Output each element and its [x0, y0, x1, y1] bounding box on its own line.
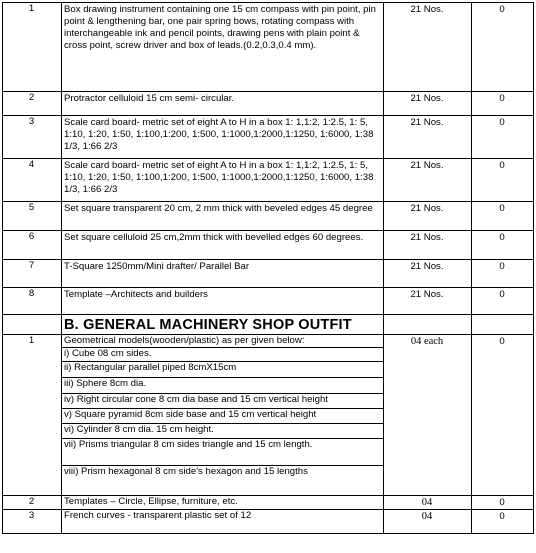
section-title: B. GENERAL MACHINERY SHOP OUTFIT	[62, 315, 384, 335]
table-row	[3, 260, 534, 288]
sub-item: viii) Prism hexagonal 8 cm side's hexagon and 15 lengths	[62, 466, 384, 496]
item-description: Scale card board- metric set of eight A to H in a box 1: 1,1:2, 1:2.5, 1: 5, 1:10, 1:20, 1:50, 1:100,1:200, 1:500, 1:1000,1:2000,1:1250, 1:6000, 1:38 1/3, 1:66 2/3	[62, 116, 384, 159]
item-quantity: 04	[384, 496, 472, 510]
item-description: Templates – Circle, Ellipse, furniture, etc.	[62, 496, 384, 510]
item-quantity: 21 Nos.	[384, 159, 472, 202]
sub-item: ii) Rectangular parallel piped 8cmX15cm	[62, 362, 384, 378]
item-value: 0	[472, 496, 534, 510]
sub-item: iii) Sphere 8cm dia.	[62, 378, 384, 394]
row-number: 3	[3, 510, 62, 534]
row-number: 6	[3, 231, 62, 260]
table-row	[3, 3, 534, 92]
item-description: Set square celluloid 25 cm,2mm thick with bevelled edges 60 degrees.	[62, 231, 384, 260]
section-header-row	[3, 315, 534, 335]
row-number: 1	[3, 335, 62, 496]
table-row	[3, 159, 534, 202]
sub-item: iv) Right circular cone 8 cm dia base and 15 cm vertical height	[62, 394, 384, 409]
item-quantity: 21 Nos.	[384, 3, 472, 92]
item-description: French curves - transparent plastic set of 12	[62, 510, 384, 534]
table-row	[3, 92, 534, 116]
table-row	[3, 116, 534, 159]
item-quantity: 21 Nos.	[384, 202, 472, 231]
item-description: Box drawing instrument containing one 15 cm compass with pin point, pin point & lengthening bar, one pair spring bows, rotating compass with interchangeable ink and pencil points, drawing pens with plain point & cross point, screw driver and box of leads.(0.2,0.3,0.4 mm).	[62, 3, 384, 92]
row-number: 1	[3, 3, 62, 92]
item-value: 0	[472, 3, 534, 92]
row-number: 2	[3, 92, 62, 116]
item-description: Geometrical models(wooden/plastic) as per given below:	[62, 335, 384, 348]
row-number: 5	[3, 202, 62, 231]
item-description: Scale card board- metric set of eight A to H in a box 1: 1,1:2, 1:2.5, 1: 5, 1:10, 1:20, 1:50, 1:100,1:200, 1:500, 1:1000,1:2000,1:1250, 1:6000, 1:38 1/3, 1:66 2/3	[62, 159, 384, 202]
item-quantity: 21 Nos.	[384, 231, 472, 260]
table-row	[3, 335, 534, 348]
sub-item: vi) Cylinder 8 cm dia. 15 cm height.	[62, 424, 384, 439]
section-blank-cell	[3, 315, 62, 335]
row-number: 3	[3, 116, 62, 159]
item-quantity: 04	[384, 510, 472, 534]
equipment-table	[2, 2, 534, 534]
section-blank-cell	[384, 315, 472, 335]
item-value: 0	[472, 260, 534, 288]
table-row	[3, 510, 534, 534]
section-blank-cell	[472, 315, 534, 335]
item-value: 0	[472, 116, 534, 159]
item-quantity: 21 Nos.	[384, 260, 472, 288]
item-description: T-Square 1250mm/Mini drafter/ Parallel Bar	[62, 260, 384, 288]
item-description: Protractor celluloid 15 cm semi- circular.	[62, 92, 384, 116]
item-value: 0	[472, 288, 534, 315]
item-value: 0	[472, 202, 534, 231]
item-quantity: 21 Nos.	[384, 92, 472, 116]
item-value: 0	[472, 159, 534, 202]
sub-item: vii) Prisms triangular 8 cm sides triangle and 15 cm length.	[62, 439, 384, 466]
item-description: Template –Architects and builders	[62, 288, 384, 315]
item-value: 0	[472, 335, 534, 496]
item-quantity: 04 each	[384, 335, 472, 496]
table-row	[3, 288, 534, 315]
item-value: 0	[472, 510, 534, 534]
sub-item: v) Square pyramid 8cm side base and 15 cm vertical height	[62, 409, 384, 424]
row-number: 2	[3, 496, 62, 510]
item-quantity: 21 Nos.	[384, 116, 472, 159]
row-number: 4	[3, 159, 62, 202]
item-description: Set square transparent 20 cm, 2 mm thick with beveled edges 45 degree	[62, 202, 384, 231]
table-row	[3, 202, 534, 231]
table-row	[3, 496, 534, 510]
item-value: 0	[472, 92, 534, 116]
row-number: 7	[3, 260, 62, 288]
sub-item: i) Cube 08 cm sides.	[62, 348, 384, 362]
row-number: 8	[3, 288, 62, 315]
table-row	[3, 231, 534, 260]
item-quantity: 21 Nos.	[384, 288, 472, 315]
item-value: 0	[472, 231, 534, 260]
